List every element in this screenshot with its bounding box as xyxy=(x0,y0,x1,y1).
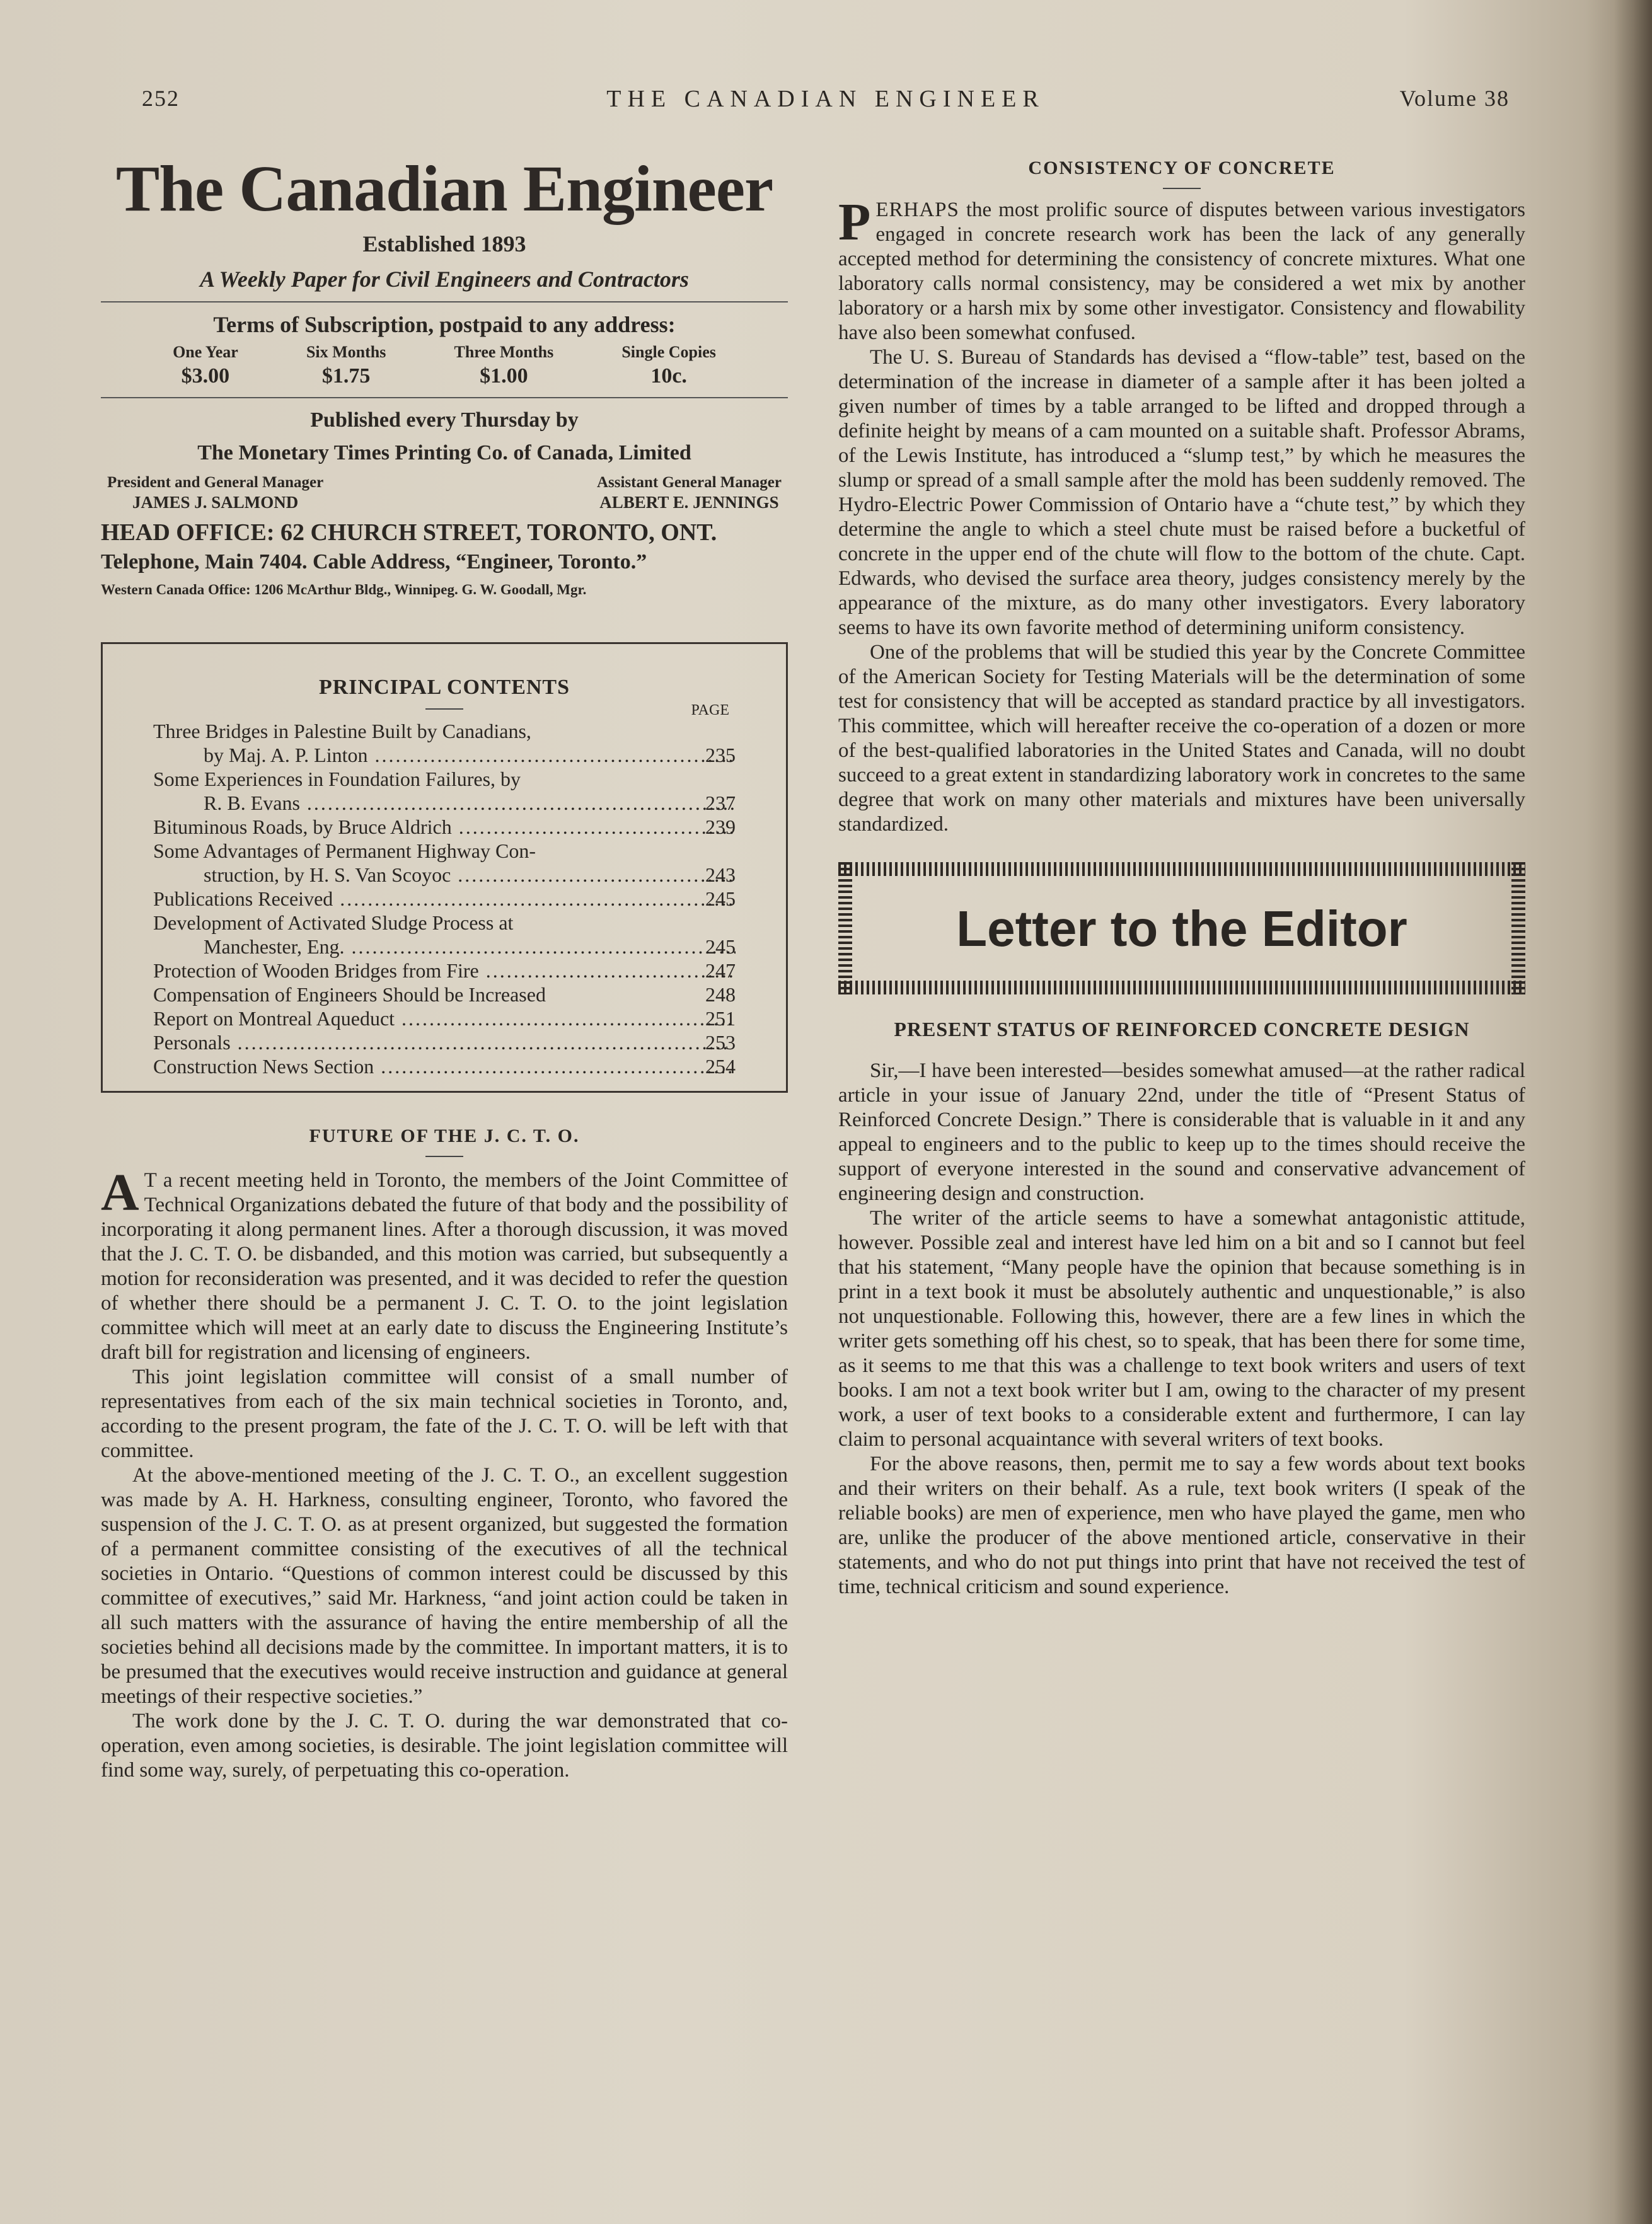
subscription-terms: Terms of Subscription, postpaid to any address: xyxy=(213,312,676,337)
manager-entry xyxy=(107,474,323,512)
paragraph: For the above reasons, then, permit me to say a few words about text books and their writers on their behalf. As a rule, text book writers (I speak of the reliable books) are men of experience, men who have played the game, men who are, unlike the producer of the above mentioned article, conservative in their statements, and who do not put things into print that have not received the test of time, technical criticism and sound experience. xyxy=(838,1453,1525,1598)
toc-page: 251 xyxy=(705,1007,736,1030)
masthead xyxy=(101,151,788,598)
toc-page: 243 xyxy=(705,863,736,886)
short-rule xyxy=(1163,188,1201,189)
toc-title-cont: R. B. Evans ..... xyxy=(153,791,736,815)
price-label: One Year xyxy=(173,343,238,361)
price-item xyxy=(454,343,554,388)
manager-entry xyxy=(597,474,782,512)
paragraph: At the above-mentioned meeting of the J. C. T. O., an excellent suggestion was made by A. H. Harkness, consulting engineer, Toronto, who favored the suspension of the J. C. T. O. as at present organized, but suggested the formation of a permanent committee consisting of the executives of all the technical societies in Ontario. “Questions of common interest could be discussed by this committee of executives,” said Mr. Harkness, “and joint action could be taken in all such matters with the assurance of having the entire membership of all the societies behind all decisions made by the committee. In important matters, it is to be presumed that the executives would receive instruction and guidance at general meetings of their respective societies.” xyxy=(101,1464,788,1708)
toc-entry[interactable] xyxy=(153,1054,736,1078)
toc-entry[interactable] xyxy=(153,767,736,815)
toc-title: Development of Activated Sludge Process at xyxy=(153,911,514,934)
paragraph: This joint legislation committee will consist of a small number of representatives from each of the six main technical societies in Toronto, and, according to the present program, the fate of the J. C. T. O. will be left with that committee. xyxy=(101,1366,788,1462)
concrete-article xyxy=(838,158,1525,837)
toc-entry[interactable] xyxy=(153,719,736,767)
manager-name: ALBERT E. JENNINGS xyxy=(599,493,779,512)
toc-title-cont: struction, by H. S. Van Scoyoc ..... xyxy=(153,863,736,887)
toc-entry[interactable] xyxy=(153,1030,736,1054)
toc-entry[interactable] xyxy=(153,911,736,959)
manager-name: JAMES J. SALMOND xyxy=(132,493,299,512)
toc-title: Bituminous Roads, by Bruce Aldrich ..... xyxy=(153,815,736,839)
toc-title-cont: by Maj. A. P. Linton ..... xyxy=(153,743,736,767)
lead-paragraph: A T a recent meeting held in Toronto, the members of the Joint Committee of Technical Organizations debated the future of that body and the possibility of incorporating it along permanent lines. After a thorough discussion, it was moved that the J. C. T. O. be disbanded, and this motion was carried, but subsequently a motion for reconsideration was presented, and it was decided to refer the question of whether there should be a permanent J. C. T. O. to the joint legislation committee which will meet at an early date to discuss the Engineering Institute’s draft bill for registration and licensing of engineers. xyxy=(101,1163,788,1364)
price-value: 10c. xyxy=(650,364,687,388)
toc-page: 248 xyxy=(705,983,736,1006)
journal-name: THE CANADIAN ENGINEER xyxy=(606,86,1045,112)
toc-title: Publications Received ..... xyxy=(153,887,736,911)
toc-page: 235 xyxy=(705,744,736,766)
price-value: $1.00 xyxy=(480,364,528,388)
price-item xyxy=(621,343,716,388)
page-column-label: PAGE xyxy=(691,702,729,718)
toc-page: 247 xyxy=(705,959,736,982)
price-list xyxy=(101,343,788,388)
divider xyxy=(101,301,788,302)
toc-entry[interactable] xyxy=(153,959,736,982)
toc-title: Report on Montreal Aqueduct ..... xyxy=(153,1006,736,1030)
price-label: Three Months xyxy=(454,343,554,361)
paragraph: The work done by the J. C. T. O. during the war demonstrated that co-operation, even among societies, is desirable. The joint legislation committee will find some way, surely, of perpetuating this co-operation. xyxy=(101,1710,788,1782)
price-label: Single Copies xyxy=(621,343,716,361)
toc-page: 245 xyxy=(705,887,736,910)
price-value: $1.75 xyxy=(321,364,371,388)
toc-page: 253 xyxy=(705,1031,736,1054)
toc-page: 254 xyxy=(705,1055,736,1078)
lead-paragraph: PERHAPS the most prolific source of disputes between various investigators engaged in concrete research work has been the lack of any generally accepted method for determining the consistency of concrete mixtures. What one laboratory calls normal consistency, may be considered a wet mix by another laboratory or a harsh mix by some other investigator. Consistency and flowability have also been somewhat confused. xyxy=(838,193,1525,344)
left-column xyxy=(101,151,788,1783)
printer-name: The Monetary Times Printing Co. of Canada, Limited xyxy=(197,441,691,464)
letter-heading: PRESENT STATUS OF REINFORCED CONCRETE DESIGN xyxy=(894,1018,1470,1040)
toc-entry[interactable] xyxy=(153,887,736,911)
toc-entry[interactable] xyxy=(153,815,736,839)
paragraph: Sir,—I have been interested—besides somewhat amused—at the rather radical article in your issue of January 22nd, under the title of “Present Status of Reinforced Concrete Design.” There is considerable that is valuable in it and any appeal to engineers and to the public to keep up to the times should receive the support of everyone interested in the sound and conservative advancement of engineering design and construction. xyxy=(838,1059,1525,1205)
running-head xyxy=(142,85,1510,117)
banner-title: Letter to the Editor xyxy=(956,901,1407,957)
short-rule xyxy=(425,1156,463,1157)
price-item xyxy=(306,343,386,388)
drop-cap: P xyxy=(838,193,871,251)
letter-to-editor-banner xyxy=(838,862,1525,994)
toc-title: Personals ..... xyxy=(153,1030,736,1054)
masthead-title: The Canadian Engineer xyxy=(115,153,773,225)
article-heading: CONSISTENCY OF CONCRETE xyxy=(1028,158,1336,178)
head-office: HEAD OFFICE: 62 CHURCH STREET, TORONTO, ONT. xyxy=(101,519,717,546)
toc-page: 245 xyxy=(705,935,736,958)
toc-title-cont: Manchester, Eng. ..... xyxy=(153,935,736,959)
price-value: $3.00 xyxy=(181,364,230,388)
toc-entry[interactable] xyxy=(153,1006,736,1030)
manager-role: Assistant General Manager xyxy=(596,474,782,491)
toc-entry[interactable] xyxy=(153,982,736,1006)
tagline: A Weekly Paper for Civil Engineers and Contractors xyxy=(200,267,689,292)
telephone-line: Telephone, Main 7404. Cable Address, “Engineer, Toronto.” xyxy=(101,550,647,573)
toc-title: Construction News Section ..... xyxy=(153,1054,736,1078)
article-body xyxy=(838,193,1525,837)
article-body xyxy=(101,1163,788,1783)
right-column xyxy=(838,158,1525,1599)
article-heading: FUTURE OF THE J. C. T. O. xyxy=(309,1126,580,1146)
western-office: Western Canada Office: 1206 McArthur Bldg., Winnipeg. G. W. Goodall, Mgr. xyxy=(101,582,587,597)
published-line: Published every Thursday by xyxy=(310,408,579,432)
managers xyxy=(101,474,788,512)
toc-title: Some Advantages of Permanent Highway Con- xyxy=(153,839,536,862)
jcto-article xyxy=(101,1126,788,1783)
paragraph: The writer of the article seems to have a somewhat antagonistic attitude, however. Possible zeal and interest have led him on a bit and so I cannot but feel that his statement, “Many people have the opinion that because something is in print in a text book it must be absolutely authentic and unquestionable,” is also not unquestionable. Following this, however, there are a few lines in which the writer gets something off his chest, so to speak, that has been there for some time, as it seems to me that this was a challenge to text book writers and users of text books. I am not a text book writer but I am, owing to the character of my present work, a user of text books to a considerable extent and furthermore, I can lay claim to personal acquaintance with several writers of text books. xyxy=(838,1207,1525,1451)
book-spine-shadow xyxy=(1614,0,1652,2224)
paragraph: The U. S. Bureau of Standards has devised a “flow-table” test, based on the determination of the increase in diameter of a sample after it has been jolted a given number of times by a table arranged to be lifted and dropped through a definite height by means of a cam mounted on a suitable shaft. Professor Abrams, of the Lewis Institute, has introduced a “slump test,” by which he measures the slump or spread of a small sample after the mold has been suddenly removed. The Hydro-Electric Power Commission of Ontario have a “chute test,” by which they determine the angle to which a steel chute must be raised before a bucketful of concrete in the upper end of the chute will flow to the bottom of the chute. Capt. Edwards, who devised the surface area theory, judges consistency merely by the appearance of the mixture, as do many other investigators. Every laboratory seems to have its own favorite method of determining uniform consistency. xyxy=(838,346,1525,639)
toc-page: 237 xyxy=(705,792,736,814)
price-label: Six Months xyxy=(306,343,386,361)
letter-body xyxy=(838,1059,1525,1599)
principal-contents-box xyxy=(101,642,788,1093)
toc-title: Compensation of Engineers Should be Increased xyxy=(153,983,546,1006)
price-item xyxy=(173,343,238,388)
toc-title: Protection of Wooden Bridges from Fire ..... xyxy=(153,959,736,982)
drop-cap: A xyxy=(101,1163,139,1222)
toc-page: 239 xyxy=(705,815,736,838)
page-number: 252 xyxy=(142,86,180,111)
toc-title: Three Bridges in Palestine Built by Canadians, xyxy=(153,720,531,742)
toc-title: Some Experiences in Foundation Failures, by xyxy=(153,768,521,790)
toc-entry[interactable] xyxy=(153,839,736,887)
paragraph: One of the problems that will be studied this year by the Concrete Committee of the American Society for Testing Materials will be the determination of some test for consistency that will be accepted as standard practice by all investigators. This committee, which will hereafter receive the co-operation of a dozen or more of the best-qualified laboratories in the United States and Canada, will no doubt succeed to a great extent in standardizing laboratory work in concretes to the same degree that work on many other materials and mixtures have been universally standardized. xyxy=(838,641,1525,836)
manager-role: President and General Manager xyxy=(107,474,324,491)
established-line: Established 1893 xyxy=(362,231,526,256)
contents-heading: PRINCIPAL CONTENTS xyxy=(318,676,570,699)
volume-label: Volume 38 xyxy=(1399,86,1510,111)
divider xyxy=(101,397,788,398)
